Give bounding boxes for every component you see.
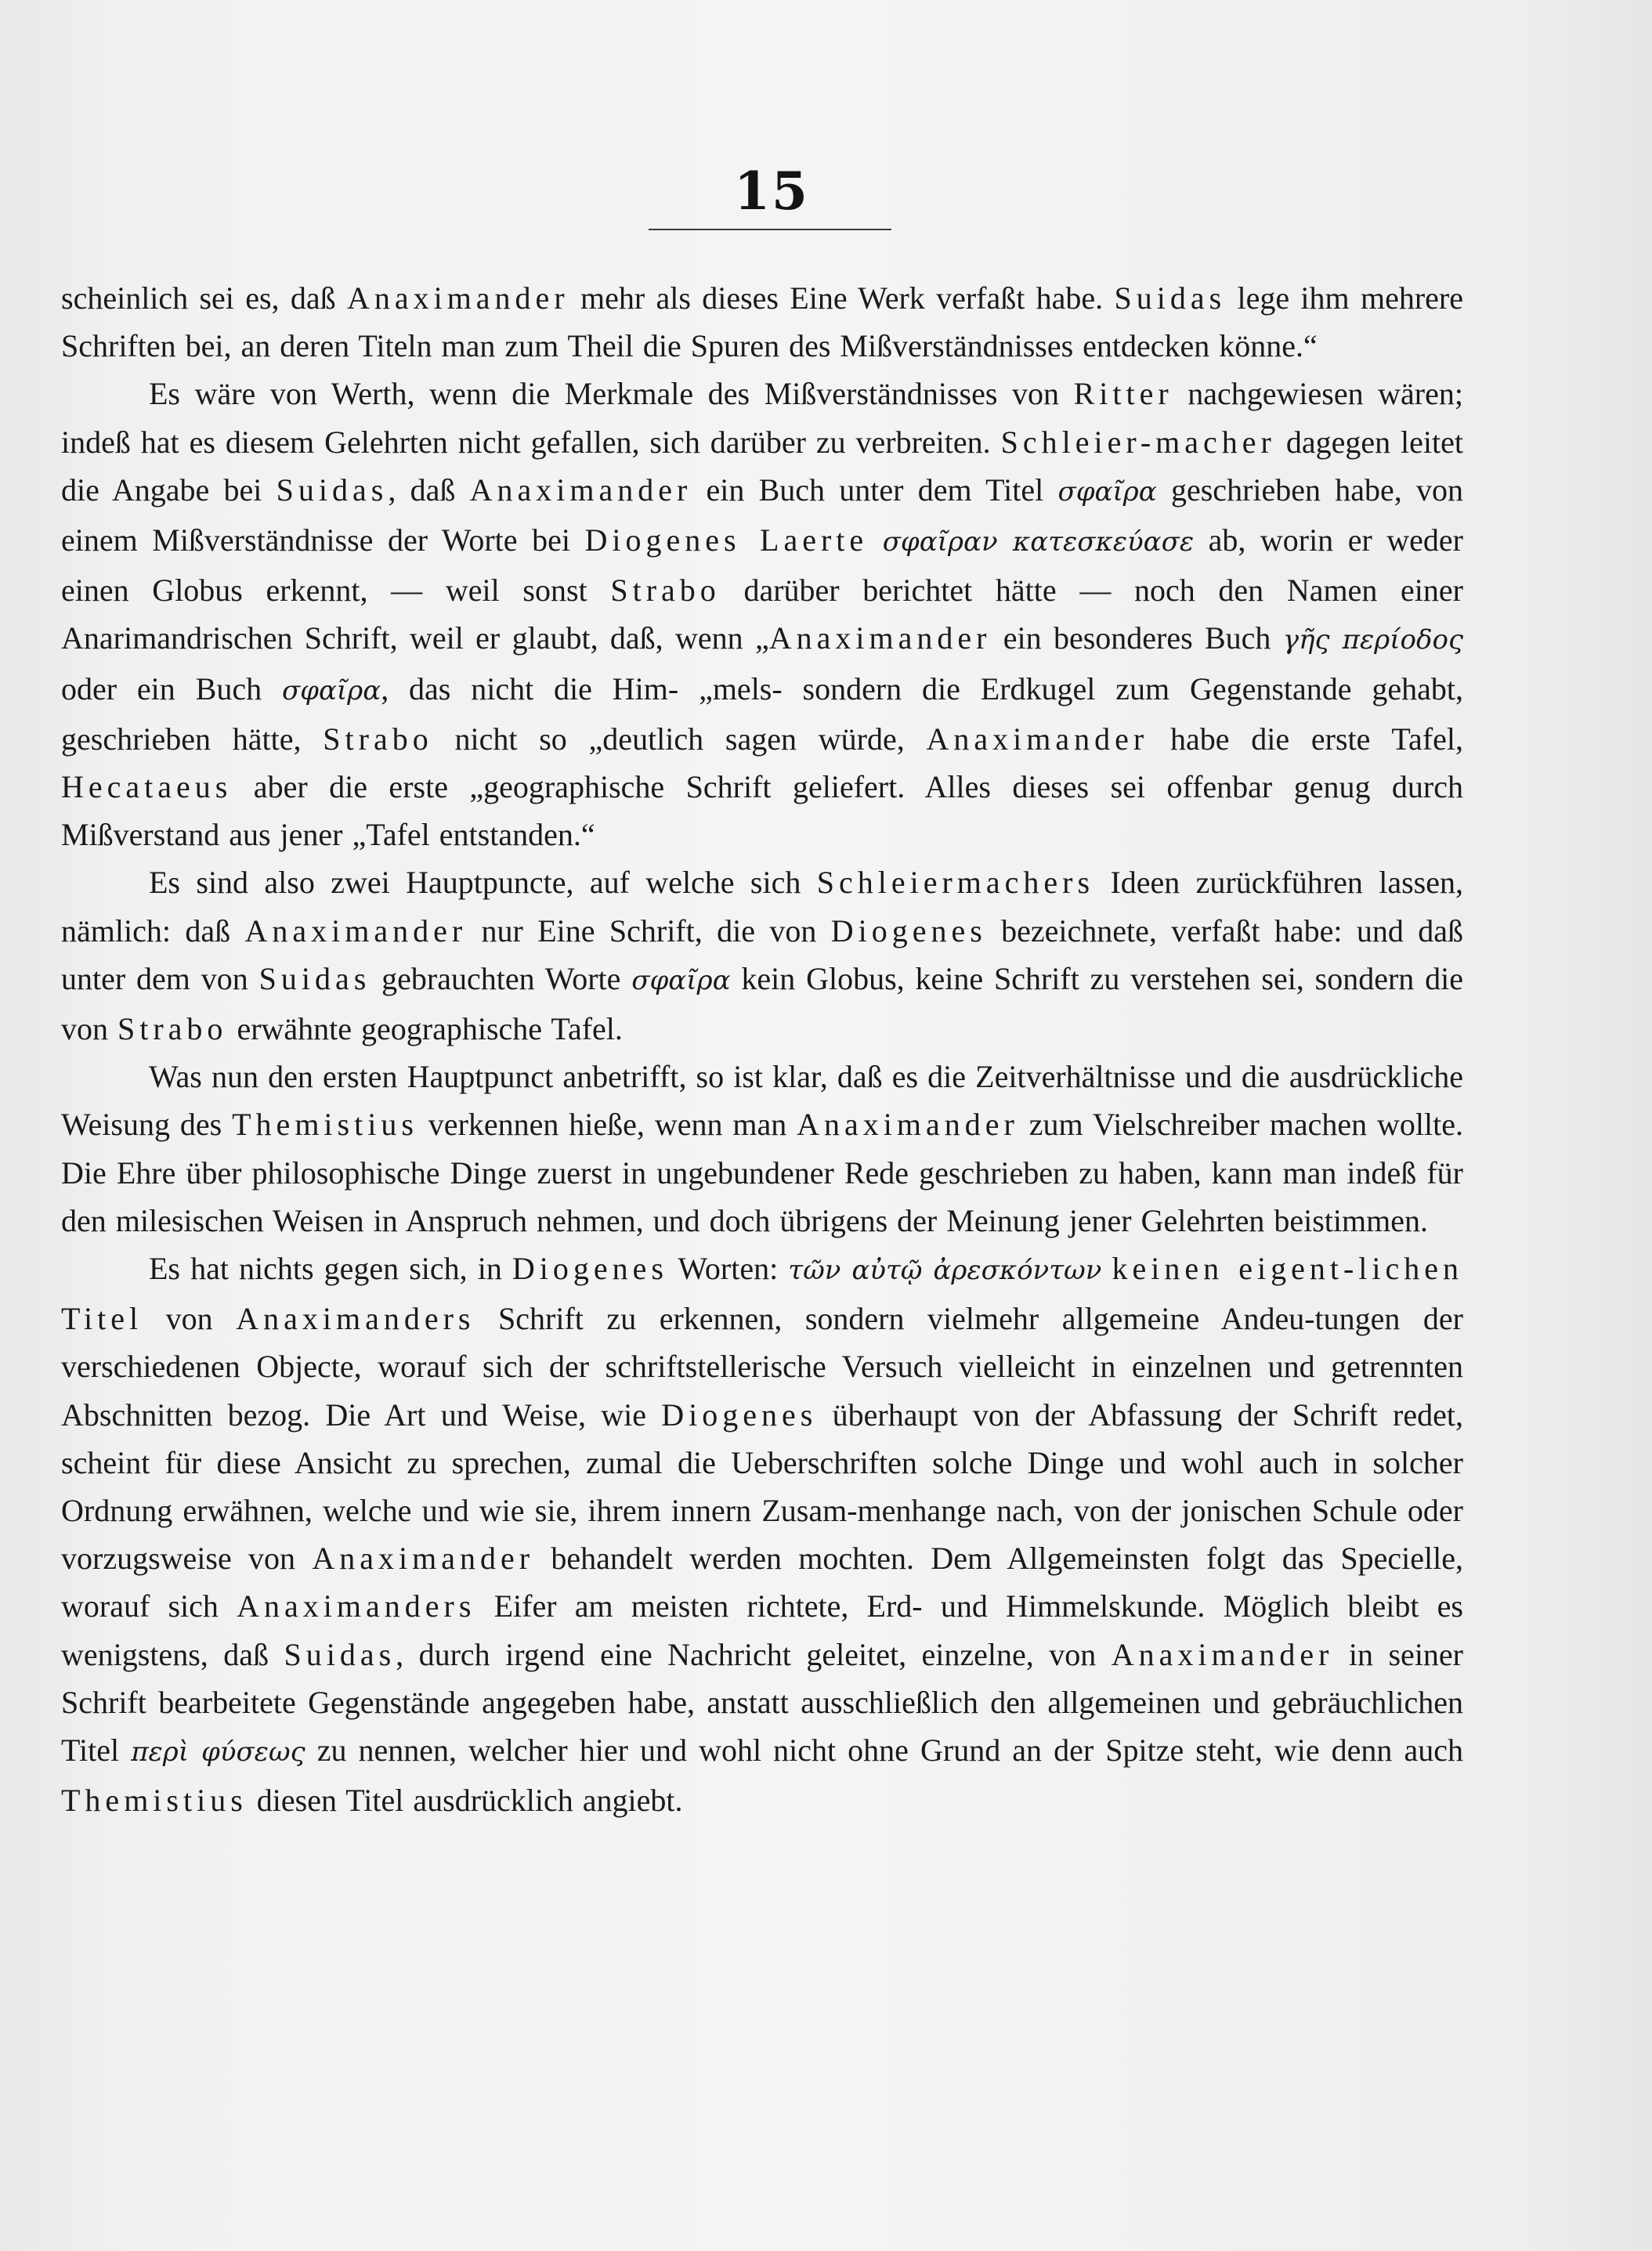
spaced-name: Suidas — [284, 1636, 396, 1672]
spaced-name: Anaximander — [1111, 1636, 1334, 1672]
spaced-name: Schleiermachers — [816, 865, 1095, 901]
spaced-name: Anaximander — [346, 280, 569, 316]
body-text — [61, 274, 1463, 1825]
text-run: Es sind also zwei Hauptpuncte, auf welche sich — [149, 865, 817, 901]
spaced-name: Anaximanders — [237, 1588, 476, 1624]
spaced-name: Strabo — [117, 1011, 228, 1047]
text-run: nur Eine Schrift, die von — [467, 912, 831, 948]
text-run: zum Vielschreiber machen wollte. Die Ehre über philosophische Dinge zuerst in ungebundener Rede geschrieben zu haben, kann man indeß für den milesischen Weisen in Anspruch nehmen, und doch übrigens der Meinung jener Gelehrten beistimmen. — [61, 1107, 1464, 1238]
text-run: Ideen zurückführen lassen, nämlich: daß — [61, 865, 1463, 948]
text-run: dagegen leitet die Angabe bei — [61, 424, 1463, 508]
spaced-name: Strabo — [610, 573, 721, 609]
text-run: ab, worin er weder einen Globus erkennt, — weil sonst — [61, 522, 1463, 609]
text-run: diesen Titel ausdrücklich angiebt. — [247, 1783, 683, 1819]
text-run: nachgewiesen wären; indeß hat es diesem Gelehrten nicht gefallen, sich darüber zu verbreiten. — [61, 376, 1463, 460]
spaced-name: Schleier-macher — [1000, 424, 1276, 460]
greek-phrase: σφαῖρα — [281, 674, 381, 706]
spaced-name: Hecataeus — [61, 769, 233, 805]
text-run: habe die erste Tafel, — [1148, 721, 1464, 757]
spaced-name: Themistius — [61, 1783, 248, 1819]
header-rule — [649, 229, 891, 230]
text-run: lege ihm mehrere Schriften bei, an deren Titeln man zum Theil die Spuren des Mißverständnisses entdecken könne.“ — [61, 280, 1463, 364]
spaced-name: Ritter — [1073, 376, 1173, 412]
spaced-name: Anaximanders — [236, 1301, 475, 1337]
spaced-name: Anaximander — [244, 912, 468, 948]
text-run: geschrieben habe, von einem Mißverständnisse der Worte bei — [61, 472, 1463, 558]
text-run: behandelt werden mochten. Dem Allgemeinsten folgt das Specielle, worauf sich — [61, 1541, 1464, 1624]
text-run: Es hat nichts gegen sich, in — [149, 1251, 512, 1287]
greek-phrase: σφαῖρα — [631, 964, 731, 996]
text-run — [868, 522, 883, 558]
text-run: Eifer am meisten richtete, Erd- und Himmelskunde. Möglich bleibt es wenigstens, daß — [61, 1588, 1464, 1672]
text-run: Es wäre von Werth, wenn die Merkmale des Mißverständnisses von — [149, 376, 1074, 412]
paragraph — [61, 370, 1463, 858]
text-run: gebrauchten Worte — [371, 960, 632, 996]
text-run: von — [143, 1301, 237, 1337]
text-run: zu nennen, welcher hier und wohl nicht ohne Grund an der Spitze steht, wie denn auch — [305, 1733, 1464, 1769]
text-run: ein Buch unter dem Titel — [692, 472, 1058, 508]
text-run: , daß — [388, 472, 470, 508]
greek-phrase: περὶ φύσεως — [131, 1736, 305, 1769]
page-number: 15 — [734, 161, 809, 222]
paragraph — [61, 274, 1463, 370]
spaced-name: Diogenes — [512, 1251, 668, 1287]
spaced-name: Anaximander — [768, 620, 992, 656]
text-run: Schrift zu erkennen, sondern vielmehr allgemeine Andeu-tungen der verschiedenen Objecte, worauf sich der schriftstellerische Versuch vielleicht in einzelnen und getrennten Abschnitten bezog. Die Art und Weise, wie — [61, 1301, 1463, 1433]
spaced-name: Suidas — [276, 472, 389, 508]
text-run: , durch irgend eine Nachricht geleitet, einzelne, von — [396, 1636, 1112, 1672]
text-run: ein besonderes Buch — [991, 620, 1283, 656]
spaced-name: Anaximander — [469, 472, 692, 508]
text-run: , das nicht die Him- „mels- sondern die Erdkugel zum Gegenstande gehabt, geschrieben hätte, — [61, 670, 1464, 757]
spaced-name: Suidas — [258, 960, 371, 996]
text-run: aber die erste „geographische Schrift geliefert. Alles dieses sei offenbar genug durch Mißverstand aus jener „Tafel entstanden.“ — [61, 769, 1463, 853]
text-run — [1101, 1251, 1112, 1286]
text-run: oder ein Buch — [61, 670, 282, 706]
text-run: bezeichnete, verfaßt habe: und daß unter dem von — [61, 912, 1464, 996]
greek-phrase: γῆς περίοδος — [1282, 624, 1463, 656]
spaced-name: Strabo — [323, 721, 433, 757]
greek-phrase: σφαῖραν κατεσκεύασε — [882, 526, 1195, 558]
text-run: verkennen hieße, wenn man — [418, 1107, 797, 1143]
spaced-name: Themistius — [232, 1107, 418, 1143]
paragraph — [61, 858, 1463, 1053]
greek-phrase: σφαῖρα — [1057, 475, 1157, 508]
spaced-name: Diogenes — [661, 1396, 818, 1433]
text-run: darüber berichtet hätte — noch den Namen einer Anarimandrischen Schrift, weil er glaubt, daß, wenn „ — [61, 573, 1463, 656]
text-run: Was nun den ersten Hauptpunct anbetrifft, so ist klar, daß es die Zeitverhältnisse und die ausdrückliche Weisung des — [61, 1059, 1463, 1143]
text-run: nicht so „deutlich sagen würde, — [432, 721, 927, 757]
text-run: Worten: — [667, 1251, 789, 1287]
spaced-name: Diogenes — [830, 912, 987, 948]
paragraph — [61, 1245, 1463, 1824]
spaced-name: Suidas — [1114, 280, 1227, 316]
text-run: kein Globus, keine Schrift zu verstehen sei, sondern die von — [61, 960, 1464, 1047]
spaced-name: Anaximander — [797, 1107, 1019, 1143]
spaced-name: Anaximander — [926, 721, 1149, 757]
text-run: scheinlich sei es, daß — [61, 280, 347, 316]
spaced-name: keinen eigent-lichen Titel — [61, 1251, 1463, 1337]
spaced-name: Diogenes Laerte — [584, 522, 869, 558]
text-run: erwähnte geographische Tafel. — [227, 1011, 623, 1047]
paragraph — [61, 1053, 1463, 1245]
greek-phrase: τῶν αὐτῷ ἀρεσκόντων — [788, 1255, 1102, 1287]
text-run: in seiner Schrift bearbeitete Gegenstände angegeben habe, anstatt ausschließlich den allgemeinen und gebräuchlichen Titel — [61, 1636, 1464, 1769]
spaced-name: Anaximander — [312, 1541, 535, 1577]
text-run: mehr als dieses Eine Werk verfaßt habe. — [569, 280, 1115, 316]
text-run: überhaupt von der Abfassung der Schrift redet, scheint für diese Ansicht zu sprechen, zumal die Ueberschriften solche Dinge und wohl auch in solcher Ordnung erwähnen, welche und wie sie, ihrem innern Zusam-menhange nach, von der jonischen Schule oder vorzugsweise von — [61, 1396, 1463, 1577]
